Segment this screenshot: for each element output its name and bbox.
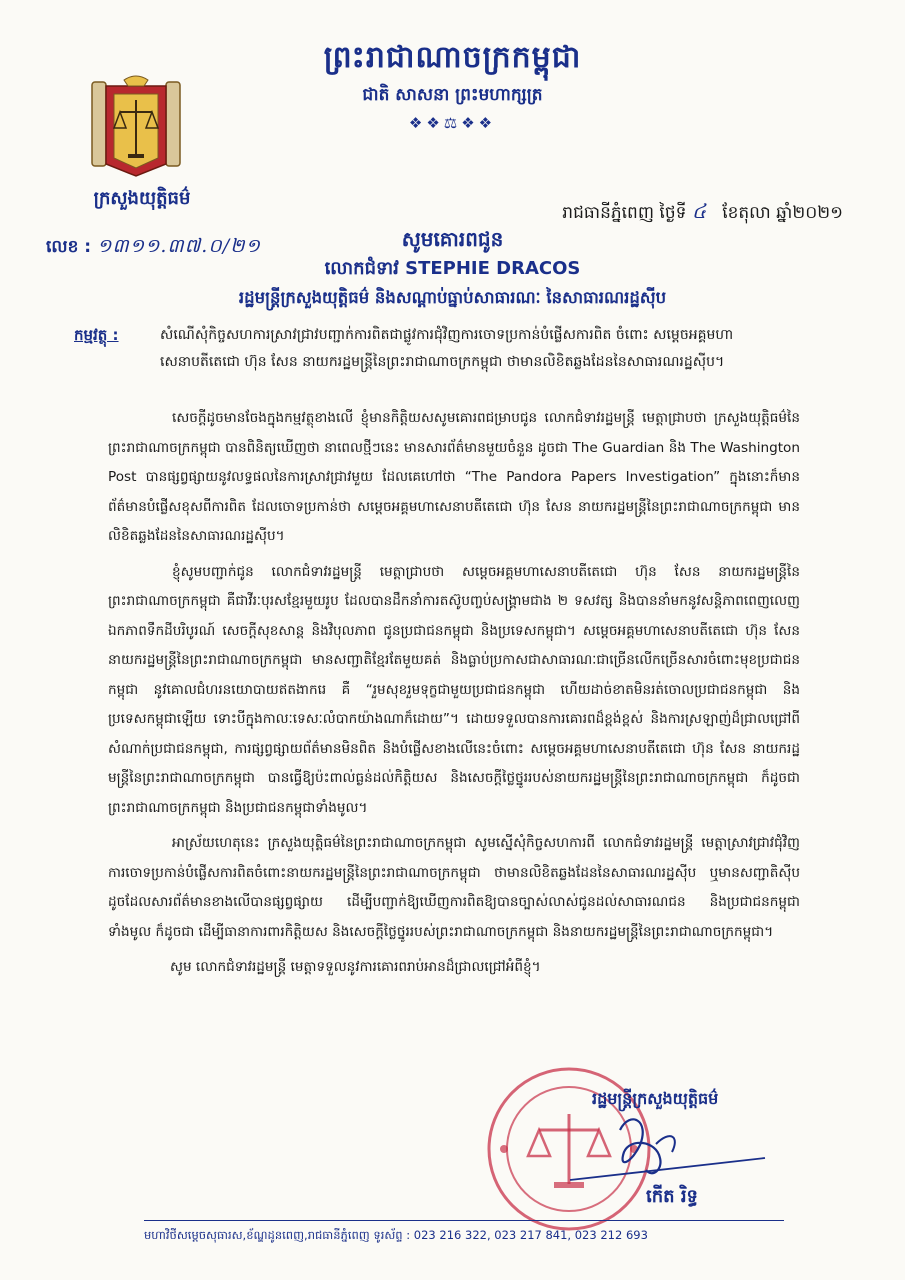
body-paragraph-1: សេចក្តីដូចមានចែងក្នុងកម្មវត្ថុខាងលើ ខ្ញុំមានកិត្តិយសសូមគោរពជម្រាបជូន លោកជំទាវរដ្ឋមន្ត្រី មេត្តាជ្រាបថា ក្រសួងយុត្តិធម៌នៃព្រះរាជាណាចក្រកម្ពុជា បានពិនិត្យឃើញថា នាពេលថ្មីៗនេះ មានសារព័ត៌មានមួយចំនួន ដូចជា The Guardian និង The Washington Post បានផ្សព្វផ្សាយនូវលទ្ធផលនៃការស្រាវជ្រាវមួយ ដែលគេហៅថា “The Pandora Papers Investigation” ក្នុងនោះក៏មានព័ត៌មានបំផ្លើសខុសពីការពិត ដែលចោទប្រកាន់ថា សម្តេចអគ្គមហាសេនាបតីតេជោ ហ៊ុន សែន នាយករដ្ឋមន្ត្រីនៃព្រះរាជាណាចក្រកម្ពុជា មានលិខិតឆ្លងដែននៃសាធារណរដ្ឋស៊ីប។ bbox=[108, 410, 800, 544]
kingdom-heading: ព្រះរាជាណាចក្រកម្ពុជា bbox=[323, 40, 582, 75]
ministry-name: ក្រសួងយុត្តិធម៌ bbox=[93, 188, 191, 209]
date-day: ៤ bbox=[691, 199, 706, 223]
footer-divider bbox=[144, 1220, 784, 1221]
addressee-name: លោកជំទាវ STEPHIE DRACOS bbox=[324, 258, 581, 279]
date-line bbox=[0, 198, 843, 228]
subject-label: កម្មវត្ថុ : bbox=[74, 326, 119, 344]
closing-paragraph: សូម លោកជំទាវរដ្ឋមន្ត្រី មេត្តាទទួលនូវការគោរពរាប់អានដ៏ជ្រាលជ្រៅអំពីខ្ញុំ។ bbox=[170, 959, 541, 975]
body-paragraph-3: អាស្រ័យហេតុនេះ ក្រសួងយុត្តិធម៌នៃព្រះរាជាណាចក្រកម្ពុជា សូមស្នើសុំកិច្ចសហការពី លោកជំទាវរដ្ឋមន្ត្រី មេត្តាស្រាវជ្រាវជុំវិញការចោទប្រកាន់បំផ្លើសការពិតចំពោះនាយករដ្ឋមន្ត្រីនៃព្រះរាជាណាចក្រកម្ពុជា ថាមានលិខិតឆ្លងដែននៃសាធារណរដ្ឋស៊ីប ឬមានសញ្ជាតិស៊ីប ដូចដែលសារព័ត៌មានខាងលើបានផ្សព្វផ្សាយ ដើម្បីបញ្ជាក់ឱ្យឃើញការពិតឱ្យបានច្បាស់លាស់ជូនដល់សាធារណជន និងប្រជាជនកម្ពុជាទាំងមូល ក៏ដូចជា ដើម្បីធានាការពារកិត្តិយស និងសេចក្តីថ្លៃថ្នូររបស់ព្រះរាជាណាចក្រកម្ពុជា និងនាយករដ្ឋមន្ត្រីនៃព្រះរាជាណាចក្រកម្ពុជា។ bbox=[108, 835, 800, 940]
signatory-title: រដ្ឋមន្ត្រីក្រសួងយុត្តិធម៌ bbox=[592, 1089, 719, 1108]
handwritten-signature-icon bbox=[560, 1100, 770, 1190]
ministry-emblem-icon bbox=[88, 72, 184, 180]
national-motto: ជាតិ សាសនា ព្រះមហាក្សត្រ bbox=[362, 85, 543, 105]
signatory-name: កើត រិទ្ធ bbox=[646, 1186, 698, 1207]
header-ornament: ❖❖⚖❖❖ bbox=[408, 114, 497, 132]
subject-block bbox=[74, 322, 794, 376]
salutation: សូមគោរពជូន bbox=[401, 227, 504, 251]
letter-body bbox=[108, 404, 800, 989]
reference-value: ១៣១១.៣៧.០/២១ bbox=[97, 235, 261, 257]
body-paragraph-2: ខ្ញុំសូមបញ្ជាក់ជូន លោកជំទាវរដ្ឋមន្ត្រី មេត្តាជ្រាបថា សម្តេចអគ្គមហាសេនាបតីតេជោ ហ៊ុន សែន នាយករដ្ឋមន្ត្រីនៃព្រះរាជាណាចក្រកម្ពុជា គឺជាវីរៈបុរសខ្មែរមួយរូប ដែលបានដឹកនាំការតស៊ូបញ្ចប់សង្គ្រាមជាង ២ ទសវត្ស និងបាននាំមកនូវសន្តិភាពពេញលេញ ឯកភាពទឹកដីបរិបូរណ៍ សេចក្តីសុខសាន្ត និងវិបុលភាព ជូនប្រជាជនកម្ពុជា និងប្រទេសកម្ពុជា។ សម្តេចអគ្គមហាសេនាបតីតេជោ ហ៊ុន សែន នាយករដ្ឋមន្ត្រីនៃព្រះរាជាណាចក្រកម្ពុជា មានសញ្ជាតិខ្មែរតែមួយគត់ និងធ្លាប់ប្រកាសជាសាធារណៈជាច្រើនលើកច្រើនសារចំពោះមុខប្រជាជនកម្ពុជា នូវគោលជំហរនយោបាយឥតងាករេ គឺ “រួមសុខរួមទុក្ខជាមួយប្រជាជនកម្ពុជា ហើយដាច់ខាតមិនរត់ចោលប្រជាជនកម្ពុជា និងប្រទេសកម្ពុជាឡើយ ទោះបីក្នុងកាលៈទេសៈលំបាកយ៉ាងណាក៏ដោយ”។ ដោយទទួលបានការគោរពដ៏ខ្ពង់ខ្ពស់ និងការស្រឡាញ់ដ៏ជ្រាលជ្រៅពីសំណាក់ប្រជាជនកម្ពុជា, ការផ្សព្វផ្សាយព័ត៌មានមិនពិត និងបំផ្លើសខាងលើនេះចំពោះ សម្តេចអគ្គមហាសេនាបតីតេជោ ហ៊ុន សែន នាយករដ្ឋមន្ត្រីនៃព្រះរាជាណាចក្រកម្ពុជា បានធ្វើឱ្យប៉ះពាល់ធ្ងន់ដល់កិត្តិយស និងសេចក្តីថ្លៃថ្នូររបស់នាយករដ្ឋមន្ត្រីនៃព្រះរាជាណាចក្រកម្ពុជា ក៏ដូចជាព្រះរាជាណាចក្រកម្ពុជា និងប្រជាជនកម្ពុជាទាំងមូល។ bbox=[108, 563, 800, 816]
addressee-title: រដ្ឋមន្ត្រីក្រសួងយុត្តិធម៌ និងសណ្តាប់ធ្នាប់សាធារណៈ នៃសាធារណរដ្ឋស៊ីប bbox=[238, 288, 667, 307]
date-prefix: រាជធានីភ្នំពេញ ថ្ងៃទី bbox=[562, 203, 687, 223]
date-year: ឆ្នាំ២០២១ bbox=[776, 203, 843, 223]
date-month: ខែតុលា bbox=[722, 203, 771, 223]
reference-label: លេខ : bbox=[46, 237, 92, 257]
footer-contact bbox=[144, 1228, 784, 1245]
subject-text: សំណើសុំកិច្ចសហការស្រាវជ្រាវបញ្ជាក់ការពិតជាផ្លូវការជុំវិញការចោទប្រកាន់បំផ្លើសការពិត ចំពោះ សម្តេចអគ្គមហាសេនាបតីតេជោ ហ៊ុន សែន នាយករដ្ឋមន្ត្រីនៃព្រះរាជាណាចក្រកម្ពុជា ថាមានលិខិតឆ្លងដែននៃសាធារណរដ្ឋស៊ីប។ bbox=[160, 327, 734, 370]
footer-address: មហាវិថីសម្តេចសុធារស,ខ័ណ្ឌដូនពេញ,រាជធានីភ្នំពេញ ទូរស័ព្ទ : bbox=[144, 1228, 411, 1242]
footer-phones: 023 216 322, 023 217 841, 023 212 693 bbox=[413, 1228, 648, 1242]
